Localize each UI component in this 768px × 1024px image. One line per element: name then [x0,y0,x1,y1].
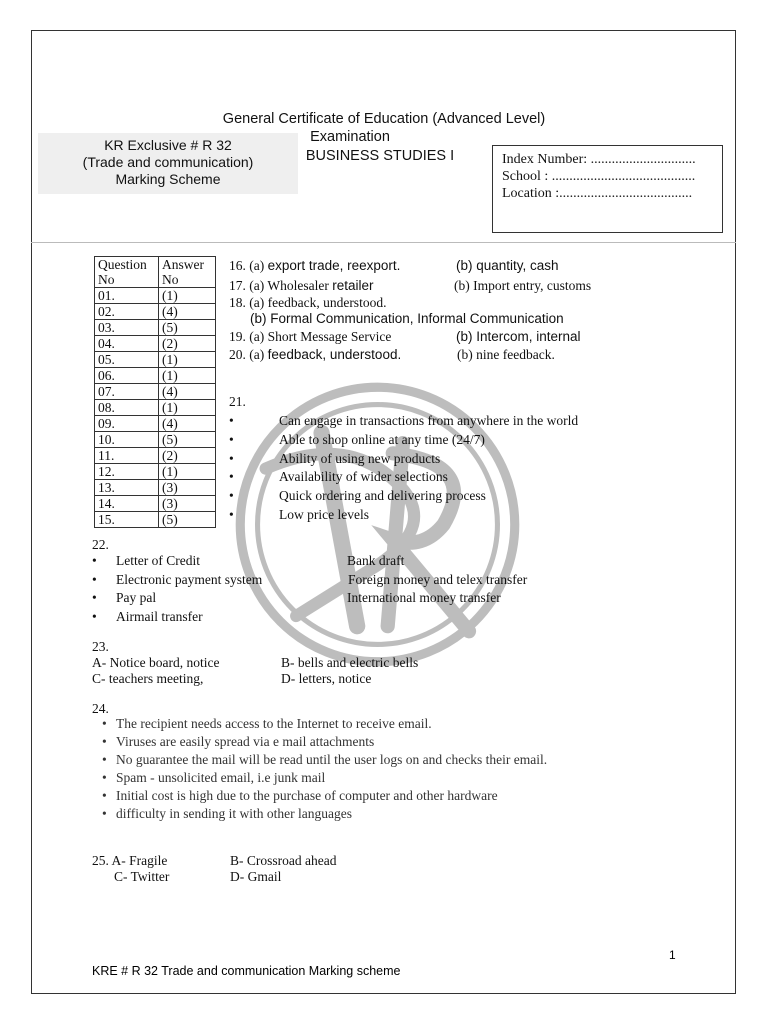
answer-number-cell: (5) [159,320,216,336]
bullet-marker: • [102,769,107,785]
question-header-line2: No [98,272,115,287]
q25-c: C- Twitter [114,869,170,884]
list-item: Bank draft [347,553,405,568]
bullet-marker: • [229,413,234,428]
list-item: The recipient needs access to the Internet to receive email. [116,716,432,731]
q19b: (b) Intercom, internal [456,329,581,344]
question-number-cell: 09. [95,416,159,432]
question-header-line1: Question [98,257,147,272]
list-item: Electronic payment system [116,571,263,587]
table-row [95,448,216,464]
table-row [95,336,216,352]
question-number-cell: 06. [95,368,159,384]
scheme-topic: (Trade and communication) [82,154,254,170]
question-number-cell: 13. [95,480,159,496]
answer-number-cell: (5) [159,432,216,448]
q16a [229,258,400,274]
answer-number-cell: (3) [159,496,216,512]
q22-label: 22. [92,537,109,552]
q23-label: 23. [92,639,109,654]
bullet-marker: • [92,590,97,606]
bullet-marker: • [229,507,234,522]
question-number-cell: 04. [95,336,159,352]
q19a: 19. (a) Short Message Service [229,329,392,344]
q25-a: 25. A- Fragile [92,853,168,868]
answer-number-cell: (3) [159,480,216,496]
table-row [95,432,216,448]
q20b: (b) nine feedback. [457,347,555,362]
footer-text: KRE # R 32 Trade and communication Marking scheme [92,964,401,978]
q23-a: A- Notice board, notice [92,655,220,670]
question-no-header [95,257,159,288]
table-row [95,480,216,496]
question-number-cell: 12. [95,464,159,480]
list-item: Viruses are easily spread via e mail attachments [116,733,375,749]
q23-c: C- teachers meeting, [92,671,204,686]
bullet-marker: • [229,488,234,504]
table-row [95,400,216,416]
scheme-label-box [38,133,298,194]
answer-number-cell: (4) [159,304,216,320]
answer-header-line1: Answer [162,257,204,272]
question-number-cell: 08. [95,400,159,416]
list-item: International money transfer [347,590,501,606]
list-item: Pay pal [116,590,157,606]
q17a-answer: retailer [332,278,374,293]
answer-number-cell: (1) [159,400,216,416]
q17a [229,278,373,294]
q20a-number: 20. (a) [229,347,268,362]
q24-label: 24. [92,701,109,716]
list-item: Airmail transfer [116,608,203,624]
answer-number-cell: (1) [159,352,216,368]
answer-number-cell: (1) [159,288,216,304]
answer-number-cell: (4) [159,416,216,432]
table-row [95,512,216,528]
table-row [95,416,216,432]
bullet-marker: • [102,733,107,749]
q23-b: B- bells and electric bells [281,655,419,670]
question-number-cell: 03. [95,320,159,336]
question-number-cell: 07. [95,384,159,400]
bullet-marker: • [102,751,107,767]
list-item: No guarantee the mail will be read until the user logs on and checks their email. [116,751,548,767]
page-number: 1 [669,948,676,962]
q25-d: D- Gmail [230,869,282,884]
bullet-marker: • [229,469,234,485]
table-row [95,368,216,384]
bullet-marker: • [102,716,107,731]
bullet-marker: • [229,450,234,466]
bullet-marker: • [92,608,97,624]
question-number-cell: 14. [95,496,159,512]
question-number-cell: 05. [95,352,159,368]
table-row [95,304,216,320]
q16a-answer: export trade, reexport. [267,258,401,273]
table-row [95,320,216,336]
list-item: Low price levels [279,507,369,522]
question-number-cell: 02. [95,304,159,320]
table-row [95,464,216,480]
table-row [95,288,216,304]
q25-b: B- Crossroad ahead [230,853,337,868]
answer-number-cell: (5) [159,512,216,528]
exam-subtitle: Examination [310,129,390,145]
table-row [95,384,216,400]
answer-number-cell: (1) [159,464,216,480]
list-item: Spam - unsolicited email, i.e junk mail [116,769,326,785]
bullet-marker: • [92,571,97,587]
q17a-number: 17. (a) Wholesaler [229,278,333,293]
answer-number-cell: (4) [159,384,216,400]
list-item: Letter of Credit [116,553,200,568]
bullet-marker: • [229,431,234,447]
table-row [95,496,216,512]
exam-title: General Certificate of Education (Advanced Level) [222,111,546,127]
answer-number-cell: (2) [159,448,216,464]
answer-no-header [159,257,216,288]
list-item: Foreign money and telex transfer [348,571,528,587]
list-item: difficulty in sending it with other languages [116,805,352,821]
q20a [229,347,401,363]
mcq-answer-table [94,256,216,528]
q18b: (b) Formal Communication, Informal Communication [250,311,564,326]
location-field: Location :...................................... [502,186,693,201]
question-number-cell: 11. [95,448,159,464]
q16a-number: 16. (a) [229,258,268,273]
answer-number-cell: (2) [159,336,216,352]
q18a: 18. (a) feedback, understood. [229,295,387,310]
scheme-type: Marking Scheme [115,171,221,187]
list-item: Can engage in transactions from anywhere in the world [279,413,579,428]
list-item: Quick ordering and delivering process [279,488,486,504]
table-row [95,352,216,368]
q21-label: 21. [229,394,246,409]
q23-d: D- letters, notice [281,671,372,686]
school-field: School : ......................................... [502,169,696,184]
answer-header-line2: No [162,272,179,287]
q16b: (b) quantity, cash [456,258,559,273]
bullet-marker: • [92,553,97,568]
bullet-marker: • [102,787,107,803]
list-item: Initial cost is high due to the purchase of computer and other hardware [116,787,498,803]
question-number-cell: 15. [95,512,159,528]
list-item: Availability of wider selections [279,469,448,485]
candidate-info-box [492,145,723,233]
question-number-cell: 01. [95,288,159,304]
header-divider [31,242,736,243]
index-number-field: Index Number: .............................. [502,152,696,167]
q17b: (b) Import entry, customs [454,278,592,293]
bullet-marker: • [102,805,107,821]
question-number-cell: 10. [95,432,159,448]
scheme-code: KR Exclusive # R 32 [104,137,232,153]
q20a-answer: feedback, understood. [267,347,402,362]
subject-title: BUSINESS STUDIES I [305,148,455,164]
table-header-row [95,257,216,288]
answer-number-cell: (1) [159,368,216,384]
list-item: Able to shop online at any time (24/7) [279,431,485,447]
list-item: Ability of using new products [279,450,441,466]
